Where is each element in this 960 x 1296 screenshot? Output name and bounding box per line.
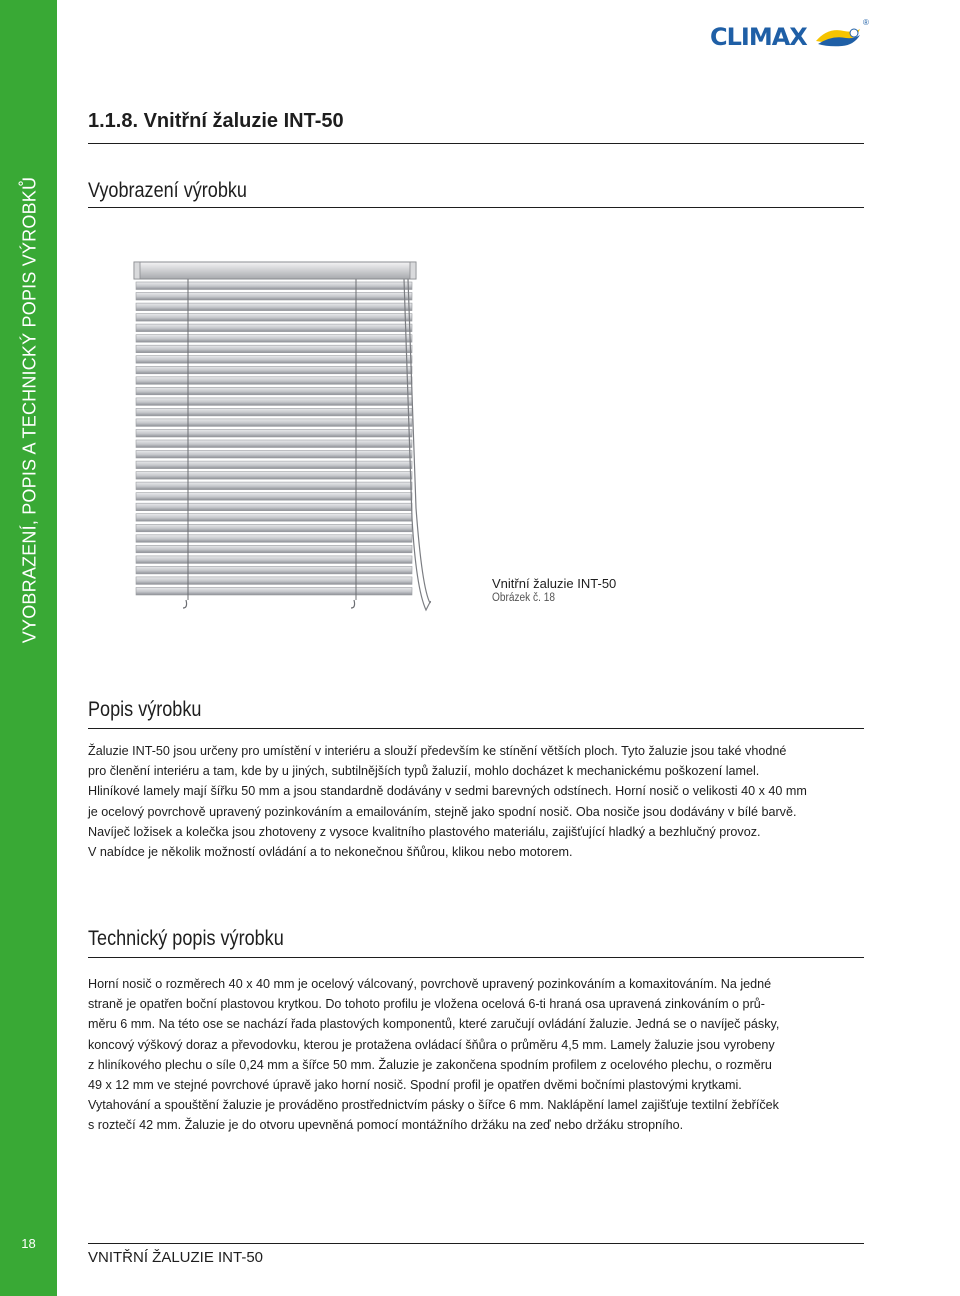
text-line: Hliníkové lamely mají šířku 50 mm a jsou standardně dodávány v sedmi barevných odstínech. Horní nosič o velikosti 40 x 40 mm: [88, 784, 807, 799]
blind-slat: [136, 293, 412, 301]
page-heading: 1.1.8. Vnitřní žaluzie INT-50: [88, 110, 344, 132]
blind-slat: [136, 419, 412, 427]
text-line: Žaluzie INT-50 jsou určeny pro umístění v interiéru a slouží především ke stínění větších ploch. Tyto žaluzie jsou také vhodné: [88, 744, 787, 758]
text-line: koncový výškový doraz a převodovku, kterou je protažena ovládací šňůra o průměru 4,5 mm. Lamely žaluzie jsou vyrobeny: [88, 1037, 775, 1052]
logo-text: CLIMAX: [710, 23, 807, 51]
technical-text: [88, 974, 878, 1136]
sidebar: [0, 0, 57, 1296]
blind-slat: [136, 387, 412, 395]
blind-slat: [136, 535, 412, 543]
caption-figure-number: Obrázek č. 18: [492, 592, 556, 604]
climax-logo: [710, 18, 869, 52]
blind-slat: [136, 282, 412, 290]
blind-slat: [136, 588, 412, 596]
footer-rule: [88, 1243, 864, 1244]
text-line: 49 x 12 mm ve stejné povrchové úpravě jako horní nosič. Spodní profil je opatřen dvěmi bočními plastovými krytkami.: [88, 1078, 742, 1093]
blind-slat: [136, 577, 412, 585]
text-line: je ocelový povrchově upravený pozinkováním a emailováním, stejně jako spodní nosič. Oba nosiče jsou dodávány v bílé barvě.: [88, 804, 797, 819]
blind-slat: [136, 377, 412, 385]
blind-slat: [136, 524, 412, 532]
blind-slat: [136, 503, 412, 511]
text-line: Horní nosič o rozměrech 40 x 40 mm je ocelový válcovaný, povrchově upravený pozinkováním a komaxitováním. Na jedné: [88, 977, 772, 991]
blind-slat: [136, 545, 412, 553]
text-line: pro členění interiéru a tam, kde by u jiných, subtilnějších typů žaluzií, mohlo docházet k mechanickému poškození lamel.: [88, 764, 760, 779]
blind-slat: [136, 472, 412, 480]
text-line: Navíječ ložisek a kolečka jsou zhotoveny z vysoce kvalitního plastového materiálu, zajišťující hladký a bezhlučný provoz.: [88, 824, 761, 839]
logo-swoosh-icon: [814, 25, 862, 49]
technical-title: Technický popis výrobku: [88, 927, 284, 950]
blind-slat: [136, 514, 412, 522]
registered-mark: ®: [863, 18, 869, 27]
blind-slat: [136, 335, 412, 343]
image-section-rule: [88, 207, 864, 208]
blind-slat: [136, 345, 412, 353]
text-line: z hliníkového plechu o síle 0,24 mm a šířce 50 mm. Žaluzie je zakončena spodním profilem z ocelového plechu, o rozměru: [88, 1057, 772, 1072]
description-text: [88, 741, 878, 862]
blind-slat: [136, 356, 412, 364]
blind-slat: [136, 461, 412, 469]
description-title: Popis výrobku: [88, 698, 202, 721]
blind-slat: [136, 556, 412, 564]
blind-slat: [136, 482, 412, 490]
description-rule: [88, 728, 864, 729]
blind-slat: [136, 314, 412, 322]
blind-slat: [136, 408, 412, 416]
blind-slat: [136, 451, 412, 459]
image-section-title: Vyobrazení výrobku: [88, 179, 247, 202]
blind-slat: [136, 493, 412, 501]
page-number: 18: [21, 1236, 36, 1251]
venetian-blind-image: [126, 258, 432, 620]
image-caption: [492, 576, 616, 604]
text-line: s roztečí 42 mm. Žaluzie je do otvoru upevněná pomocí montážního držáku na zeď nebo držáku stropního.: [88, 1118, 684, 1133]
text-line: straně je opatřen boční plastovou krytkou. Do tohoto profilu je vložena ocelová 6-ti hraná osa upravená zinkováním o prů-: [88, 997, 765, 1012]
text-line: Vytahování a spouštění žaluzie je prováděno prostřednictvím pásky o šířce 6 mm. Naklápění lamel zajišťuje textilní žebříček: [88, 1098, 779, 1113]
text-line: V nabídce je několik možností ovládání a to nekonečnou šňůrou, klikou nebo motorem.: [88, 845, 573, 860]
blind-slat: [136, 324, 412, 332]
technical-rule: [88, 957, 864, 958]
blind-slat: [136, 566, 412, 574]
blind-slat: [136, 440, 412, 448]
blind-slat: [136, 398, 412, 406]
sidebar-title: VYOBRAZENÍ, POPIS A TECHNICKÝ POPIS VÝROBKŮ: [19, 176, 40, 644]
blind-slat: [136, 430, 412, 438]
heading-rule: [88, 143, 864, 144]
blind-slat: [136, 366, 412, 374]
text-line: měru 6 mm. Na této ose se nachází řada plastových komponentů, které zaručují ovládání žaluzie. Jedná se o navíječ pásky,: [88, 1017, 780, 1032]
blind-slat: [136, 303, 412, 311]
footer-title: VNITŘNÍ ŽALUZIE INT-50: [88, 1249, 264, 1266]
caption-title: Vnitřní žaluzie INT-50: [492, 576, 617, 591]
